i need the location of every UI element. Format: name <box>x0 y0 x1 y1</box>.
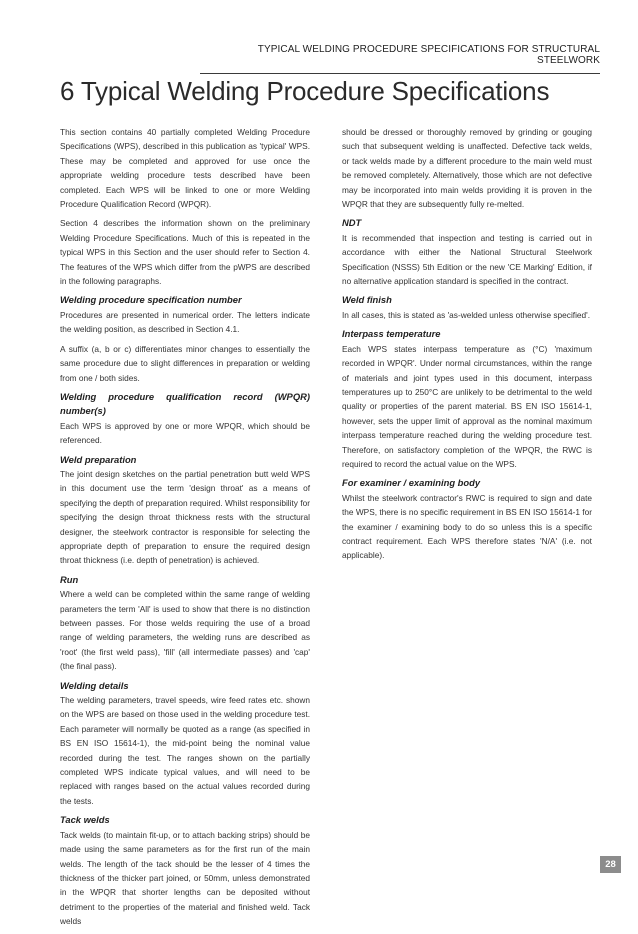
body-paragraph: This section contains 40 partially completed Welding Procedure Specifications (WPS), described in this publication as 'typical' WPS. These may be completed and approved for use once the appropriate welding procedure tests described have been completed. Each WPS will be linked to one or more Welding Procedure Qualification Record (WPQR). <box>60 127 310 210</box>
running-header: TYPICAL WELDING PROCEDURE SPECIFICATIONS FOR STRUCTURAL STEELWORK <box>200 44 600 74</box>
section-heading: Tack welds <box>60 814 110 826</box>
section-heading: Weld preparation <box>60 453 137 465</box>
section-heading: Run <box>60 573 79 585</box>
page-number: 28 <box>600 856 621 873</box>
body-paragraph: Procedures are presented in numerical order. The letters indicate the welding position, as described in Section 4.1. <box>60 309 310 335</box>
section-heading: For examiner / examining body <box>342 477 481 489</box>
body-paragraph: should be dressed or thoroughly removed by grinding or gouging such that subsequent welding is unaffected. Defective tack welds, or tack welds made by a different procedure to the main weld must be removed completely. Alternatively, those which are not defective may be incorporated into main welds providing it is proven in the WPQR that they are subsequently fully re-melted. <box>342 127 592 210</box>
section-heading: number(s) <box>60 405 106 417</box>
body-paragraph: The welding parameters, travel speeds, wire feed rates etc. shown on the WPS are based on those used in the welding procedure test. Each parameter will normally be quoted as a range (as specified in BS EN ISO 15614-1), the mid-point being the nominal value recorded during the test. The ranges shown on the partially completed WPS indicate typical values, and will need to be replaced with ranges based on the actual values recorded during the tests. <box>60 695 310 806</box>
section-heading: NDT <box>342 217 362 229</box>
section-heading: Welding procedure specification number <box>60 294 242 306</box>
body-paragraph: Tack welds (to maintain fit-up, or to attach backing strips) should be made using the same parameters as for the first run of the main welds. The length of the tack should be the lesser of 4 times the thickness of the thicker part joined, or 50mm, unless demonstrated in the WPQR that shorter lengths can be deposited without detriment to the properties of the material and finished weld. Tack welds <box>60 829 310 927</box>
section-heading: Welding procedure qualification record (WPQR) <box>60 390 310 402</box>
body-paragraph: Where a weld can be completed within the same range of welding parameters the term 'All' is used to show that there is no distinction between passes. For those welds requiring the use of a broad range of welding parameters, the welding runs are described as 'root' (the first weld pass), 'fill' (all intermediate passes) and 'cap' (the final pass). <box>60 589 310 672</box>
body-paragraph: A suffix (a, b or c) differentiates minor changes to essentially the same procedure due to slight differences in preparation or welding from one / both sides. <box>60 343 310 383</box>
body-paragraph: Each WPS is approved by one or more WPQR, which should be referenced. <box>60 420 310 446</box>
section-heading: Welding details <box>60 679 129 691</box>
body-paragraph: Each WPS states interpass temperature as (°C) 'maximum recorded in WPQR'. Under normal circumstances, within the range of materials and joint types used in this document, interpass temperatures up to 250°C are unlikely to be detrimental to the weld quality or properties of the parent material. BS EN ISO 15614-1, however, sets the upper limit of approval as the nominal maximum interpass temperature reached during the welding procedure test. Therefore, on satisfactory completion of the WPQR, the RWC is required to record the actual value on the WPS. <box>342 343 592 469</box>
body-paragraph: It is recommended that inspection and testing is carried out in accordance with either the National Structural Steelwork Specification (NSSS) 5th Edition or the new 'CE Marking' Edition, if no alternative application standard is specified in the contract. <box>342 232 592 287</box>
section-heading: Weld finish <box>342 294 392 306</box>
page-title: 6 Typical Welding Procedure Specifications <box>60 76 550 106</box>
body-paragraph: Whilst the steelwork contractor's RWC is required to sign and date the WPS, there is no specific requirement in BS EN ISO 15614-1 for the examiner / examining body to do so unless this is a specific contract requirement. Each WPS therefore states 'N/A' (i.e. not applicable). <box>342 492 592 561</box>
right-column <box>342 125 592 568</box>
body-paragraph: The joint design sketches on the partial penetration butt weld WPS in this document use the term 'design throat' as a means of specifying the depth of preparation required. Whilst responsibility for specifying the design throat thickness rests with the structural designer, the steelwork contractor is responsible for selecting the appropriate depth of preparation to ensure the required design throat thickness (i.e. depth of penetration) is achieved. <box>60 468 310 566</box>
left-column <box>60 125 310 934</box>
body-paragraph: Section 4 describes the information shown on the preliminary Welding Procedure Specifications. Much of this is repeated in the typical WPS in this Section and the user should refer to Section 4. The features of the WPS which differ from the pWPS are described in the following paragraphs. <box>60 218 310 287</box>
body-paragraph: In all cases, this is stated as 'as-welded unless otherwise specified'. <box>342 309 591 320</box>
section-heading: Interpass temperature <box>342 328 441 340</box>
